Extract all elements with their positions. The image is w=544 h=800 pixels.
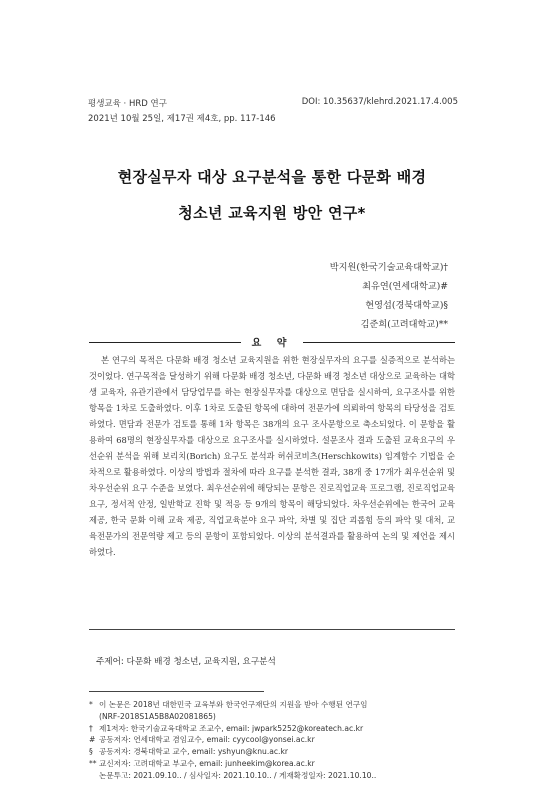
heading-rule-right: [303, 342, 455, 343]
footnote-mark: #: [89, 735, 96, 745]
author-4: 김준희(고려대학교)**: [360, 319, 448, 330]
footnote-funding: [89, 699, 469, 711]
footnote-dates: [89, 770, 469, 782]
footnote-grant-number: [89, 711, 469, 723]
author-1: 박지원(한국기술교육대학교)†: [329, 262, 448, 273]
keywords: 주제어: 다문화 배경 청소년, 교육지원, 요구분석: [96, 657, 276, 667]
footnote-mark: §: [89, 747, 93, 757]
abstract-heading: 요 약: [251, 338, 293, 349]
abstract-body: [89, 352, 455, 560]
footnote-text: 제1저자: 한국기술교육대학교 조교수, email: jwpark5252@koreatech.ac.kr: [99, 723, 364, 733]
author-2: 최유연(연세대학교)#: [362, 281, 448, 292]
footnote-text: 이 논문은 2018년 대한민국 교육부와 한국연구재단의 지원을 받아 수행된 연구임: [99, 700, 368, 709]
paper-title-line-1: 현장실무자 대상 요구분석을 통한 다문화 배경: [117, 168, 427, 186]
footnote-author-4: [89, 758, 469, 770]
paper-title-line-2: 청소년 교육지원 방안 연구*: [178, 204, 366, 222]
abstract-divider: [89, 629, 455, 630]
footnote-rule: [89, 691, 264, 692]
issue-info: 2021년 10월 25일, 제17권 제4호, pp. 117-146: [88, 114, 276, 124]
footnote-mark: †: [89, 723, 93, 733]
abstract-paragraph: 본 연구의 목적은 다문화 배경 청소년 교육지원을 위한 현장실무자의 요구를 실증적으로 분석하는 것이었다. 연구목적을 달성하기 위해 다문화 배경 청소년, 다문화 배경 청소년 대상으로 교육하는 대학생 교육자, 유관기관에서 담당업무를 하는 현장실무자를 대상으로 면담을 실시하여, 요구조사를 위한 항목을 1차로 도출하였다. 이후 1차로 도출된 항목에 대하여 전문가에 의뢰하여 항목의 타당성을 검토하였다. 면담과 전문가 검토를 통해 1차 항목은 38개의 요구 조사문항으로 축소되었다. 이 문항을 활용하여 68명의 현장실무자를 대상으로 요구조사를 실시하였다. 설문조사 결과 도출된 교육요구의 우선순위 분석을 위해 보리치(Borich) 요구도 분석과 허쉬코비츠(Herschkowits) 임계함수 기법을 순차적으로 활용하였다. 이상의 방법과 절차에 따라 요구를 분석한 결과, 38개 중 17개가 최우선순위 및 차우선순위 요구 수준을 보였다. 최우선순위에 해당되는 문항은 진로직업교육 프로그램, 진로직업교육 요구, 정서적 안정, 일반학교 진학 및 적응 등 9개의 항목이 해당되었다. 차우선순위에는 한국어 교육 제공, 한국 문화 이해 교육 제공, 직업교육분야 요구 파악, 차별 및 집단 괴롭힘 등의 파악 및 대처, 교육전문가의 전문역량 제고 등의 문항이 포함되었다. 이상의 분석결과를 활용하여 논의 및 제언을 제시하였다.: [89, 355, 455, 557]
footnote-text: 공동저자: 연세대학교 겸임교수, email: cyycool@yonsei.ac.kr: [99, 735, 315, 745]
footnote-author-3: [89, 746, 469, 758]
footnote-mark: **: [89, 758, 97, 768]
footnotes: [89, 699, 469, 782]
journal-name: 평생교육 · HRD 연구: [88, 99, 167, 109]
footnote-author-2: [89, 734, 469, 746]
author-3: 현영섭(경북대학교)§: [365, 300, 448, 311]
footnote-text: 교신저자: 고려대학교 부교수, email: junheekim@korea.ac.kr: [99, 758, 315, 768]
footnote-text: 논문투고: 2021.09.10.. / 심사일자: 2021.10.10.. / 게재확정일자: 2021.10.10..: [99, 770, 377, 780]
abstract-heading-row: [89, 334, 455, 350]
footnote-mark: *: [89, 700, 93, 709]
footnote-text: 공동저자: 경북대학교 교수, email: yshyun@knu.ac.kr: [99, 747, 288, 757]
doi-text: DOI: 10.35637/klehrd.2021.17.4.005: [301, 97, 458, 107]
footnote-author-1: [89, 723, 469, 735]
footnote-text: (NRF-2018S1A5B8A02081865): [99, 711, 216, 721]
